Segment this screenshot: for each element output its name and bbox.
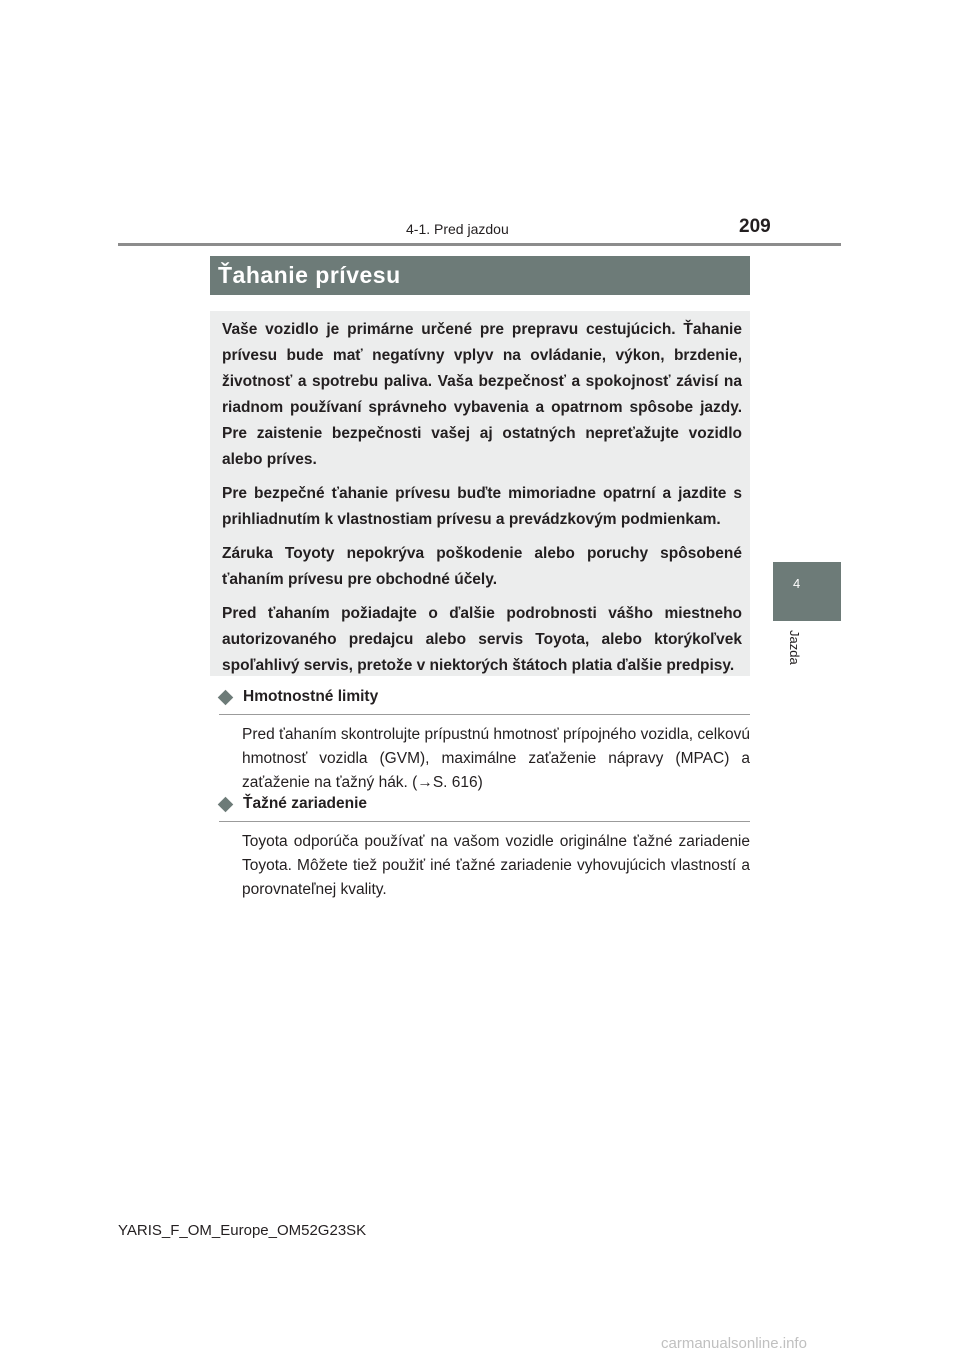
section-heading-row: [219, 795, 750, 822]
intro-text: [222, 317, 742, 687]
title-bar: [210, 256, 750, 295]
section-body: Pred ťahaním skontrolujte prípustnú hmotnosť prípojného vozidla, celkovú hmotnosť vozidla (GVM), maximálne zaťaženie nápravy (MPAC) a zaťaženie na ťažný hák. (→S. 616): [242, 726, 750, 791]
section-towing-hitch: [219, 795, 750, 902]
chapter-tab: [773, 562, 841, 621]
chapter-number: 4: [793, 576, 801, 591]
intro-paragraph: Vaše vozidlo je primárne určené pre prepravu cestujúcich. Ťahanie prívesu bude mať negatívny vplyv na ovládanie, výkon, brzdenie, životnosť a spotrebu paliva. Vaša bezpečnosť a spokojnosť závisí na riadnom používaní správneho vybavenia a opatrnom spôsobe jazdy. Pre zaistenie bezpečnosti vašej aj ostatných nepreťažujte vozidlo alebo príves.: [222, 321, 742, 468]
section-weight-limits: [219, 688, 750, 795]
page-number: 209: [739, 216, 771, 237]
section-heading-row: [219, 688, 750, 715]
chapter-label: Jazda: [787, 630, 802, 665]
intro-paragraph: Pred ťahaním požiadajte o ďalšie podrobnosti vášho miestneho autorizovaného predajcu alebo servis Toyota, alebo ktorýkoľvek spoľahlivý servis, pretože v niektorých štátoch platia ďalšie predpisy.: [222, 605, 742, 674]
intro-box: [210, 311, 750, 676]
section-heading: Hmotnostné limity: [243, 688, 379, 705]
intro-paragraph: Záruka Toyoty nepokrýva poškodenie alebo poruchy spôsobené ťahaním prívesu pre obchodné účely.: [222, 545, 742, 588]
header-rule: [118, 243, 841, 246]
intro-paragraph: Pre bezpečné ťahanie prívesu buďte mimoriadne opatrní a jazdite s prihliadnutím k vlastnostiam prívesu a prevádzkovým podmienkam.: [222, 485, 742, 528]
section-body: Toyota odporúča používať na vašom vozidle originálne ťažné zariadenie Toyota. Môžete tiež použiť iné ťažné zariadenie vyhovujúcich vlastností a porovnateľnej kvality.: [242, 833, 750, 898]
diamond-icon: [218, 690, 234, 706]
page-title: Ťahanie prívesu: [218, 262, 401, 288]
diamond-icon: [218, 797, 234, 813]
watermark: carmanualsonline.info: [661, 1335, 807, 1352]
header-section-title: 4-1. Pred jazdou: [406, 221, 509, 237]
section-heading: Ťažné zariadenie: [243, 795, 368, 812]
document-footer: YARIS_F_OM_Europe_OM52G23SK: [118, 1222, 367, 1239]
